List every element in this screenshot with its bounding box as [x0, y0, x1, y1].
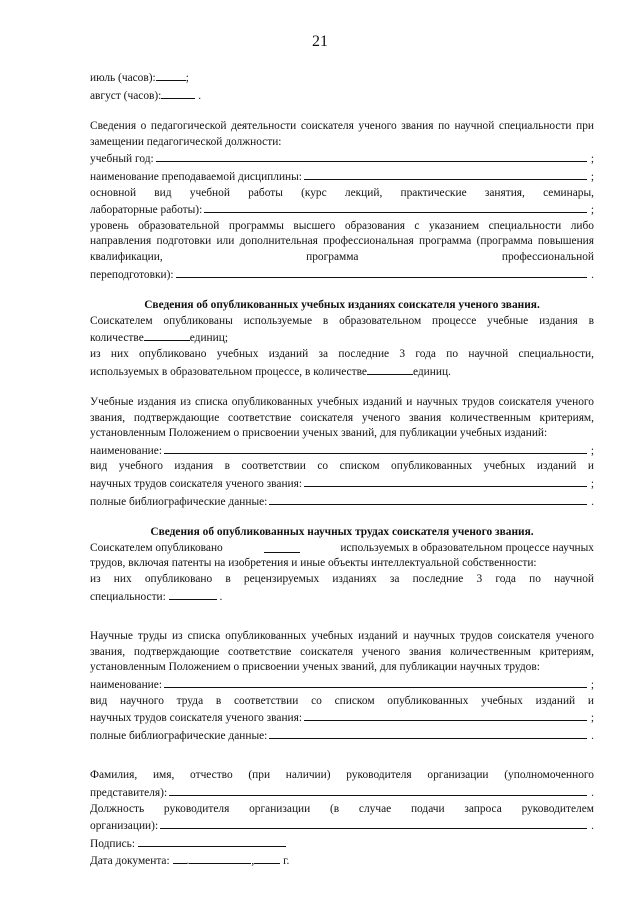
discipline-field[interactable]: наименование преподаваемой дисциплины: ;: [90, 168, 594, 186]
educational-published-text: Соискателем опубликованы используемые в образовательном процессе учебные издания в: [90, 314, 594, 327]
head-position-label: Должность руководителя организации (в случае подачи запроса руководителем: [90, 802, 594, 815]
educational-count-blank[interactable]: [144, 329, 190, 341]
program-level-field[interactable]: переподготовки): .: [90, 266, 594, 284]
educational-count-field[interactable]: количестве единиц;: [90, 329, 594, 347]
date-month-blank[interactable]: [189, 852, 251, 864]
educational-heading: Сведения об опубликованных учебных изданиях соискателя ученого звания.: [144, 299, 540, 312]
scientific-recent-blank[interactable]: [169, 588, 217, 600]
head-name-label: Фамилия, имя, отчество (при наличии) руководителя организации (уполномоченного: [90, 769, 594, 782]
educational-recent-text: из них опубликовано учебных изданий за последние 3 года по научной специальности,: [90, 347, 594, 360]
scientific-bib-field[interactable]: полные библиографические данные: .: [90, 727, 594, 745]
date-day-blank[interactable]: [173, 852, 187, 864]
scientific-list-intro: Научные труды из списка опубликованных учебных изданий и научных трудов соискателя ученого звания, подтверждающие соответствие соискателя ученого звания количественным критериям, установленным Положением о присвоении ученых званий, для публикации научных трудов:: [90, 630, 594, 674]
scientific-heading: Сведения об опубликованных научных трудах соискателя ученого звания.: [150, 526, 534, 539]
document-date-field[interactable]: Дата документа: . , г.: [90, 852, 594, 870]
teaching-intro: Сведения о педагогической деятельности соискателя ученого звания по научной специальности при замещении педагогической должности:: [90, 120, 594, 148]
july-hours-field[interactable]: июль (часов): ;: [90, 69, 594, 87]
scientific-recent-text: из них опубликовано в рецензируемых изданиях за последние 3 года по научной: [90, 573, 594, 586]
date-year-blank[interactable]: [254, 852, 280, 864]
scientific-published-rest: трудов, включая патенты на изобретения и иные объекты интеллектуальной собственности:: [90, 557, 537, 570]
august-hours-field[interactable]: август (часов): .: [90, 87, 594, 105]
scientific-kind-field[interactable]: научных трудов соискателя ученого звания: ;: [90, 709, 594, 727]
august-hours-blank[interactable]: [161, 87, 195, 99]
work-type-label: основной вид учебной работы (курс лекций, практические занятия, семинары,: [90, 186, 594, 199]
head-name-field[interactable]: представителя): .: [90, 784, 594, 802]
document-body: [90, 69, 594, 870]
scientific-count-blank[interactable]: [264, 541, 300, 553]
july-hours-blank[interactable]: [156, 69, 186, 81]
signature-field[interactable]: Подпись:: [90, 835, 594, 853]
page-number: 21: [312, 33, 328, 50]
scientific-recent-field[interactable]: специальности: .: [90, 588, 594, 606]
head-position-field[interactable]: организации): .: [90, 817, 594, 835]
educational-recent-blank[interactable]: [367, 363, 413, 375]
scientific-count-field[interactable]: Соискателем опубликовано используемых в образовательном процессе научных: [90, 541, 594, 554]
scientific-name-field[interactable]: наименование: ;: [90, 676, 594, 694]
educational-list-intro: Учебные издания из списка опубликованных учебных изданий и научных трудов соискателя ученого звания, подтверждающие соответствие соискателя ученого звания количественным критериям, установленным Положением о присвоении ученых званий, для публикации учебных изданий:: [90, 396, 594, 440]
signature-blank[interactable]: [138, 835, 286, 847]
educational-recent-field[interactable]: используемых в образовательном процессе, в количестве единиц.: [90, 363, 594, 381]
scientific-kind-label: вид научного труда в соответствии со списком опубликованных учебных изданий и: [90, 694, 594, 707]
educational-bib-field[interactable]: полные библиографические данные: .: [90, 493, 594, 511]
academic-year-field[interactable]: учебный год: ;: [90, 150, 594, 168]
educational-kind-field[interactable]: научных трудов соискателя ученого звания: ;: [90, 475, 594, 493]
program-level-label: уровень образовательной программы высшего образования с указанием специальности либо направления подготовки или дополнительная профессиональная программа (программа повышения квалификации, программа профессиональной: [90, 219, 594, 263]
work-type-field[interactable]: лабораторные работы): ;: [90, 201, 594, 219]
educational-name-field[interactable]: наименование: ;: [90, 442, 594, 460]
educational-kind-label: вид учебного издания в соответствии со списком опубликованных учебных изданий и: [90, 460, 594, 473]
